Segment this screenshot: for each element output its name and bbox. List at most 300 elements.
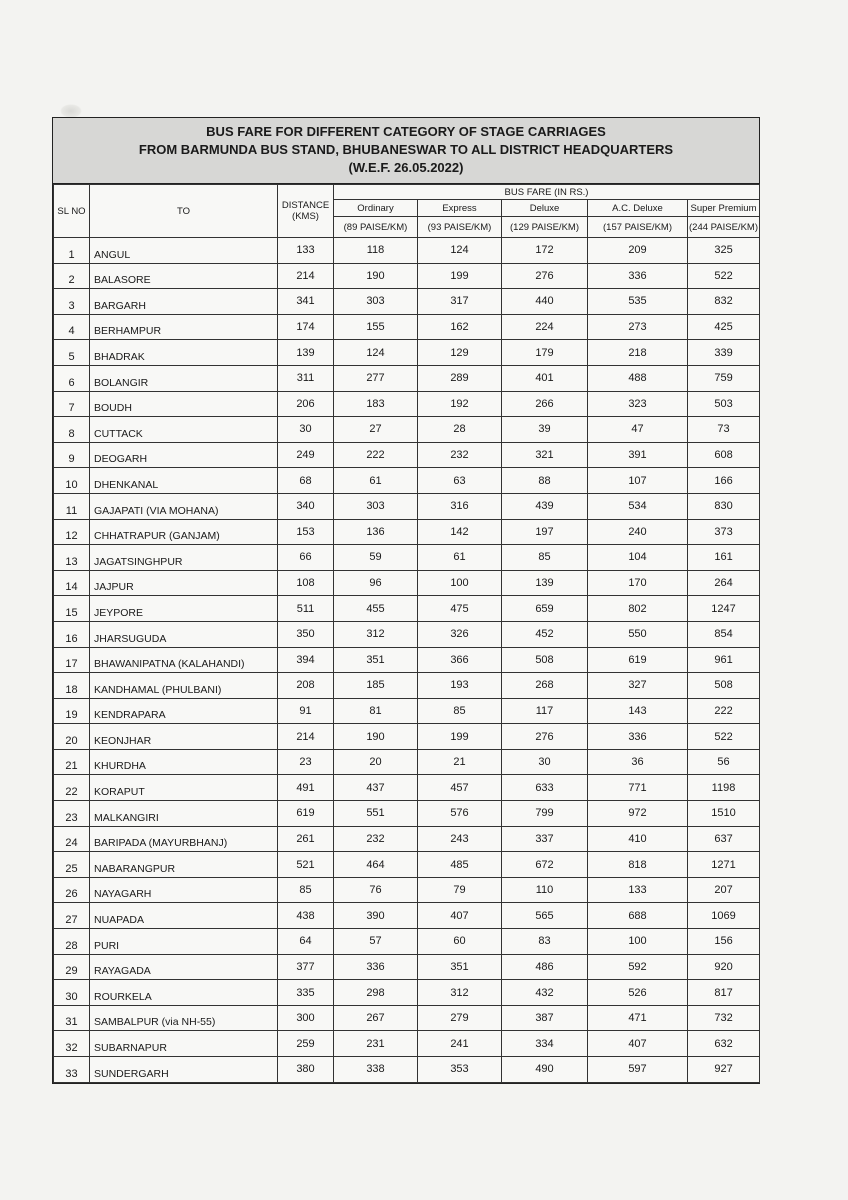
cell-destination: PURI	[90, 929, 278, 955]
cell-fare-express: 192	[418, 391, 502, 417]
header-distance-unit: (KMS)	[292, 211, 319, 222]
cell-sl-no: 26	[54, 877, 90, 903]
cell-fare-express: 576	[418, 801, 502, 827]
fare-table-body	[54, 238, 760, 1083]
cell-fare-ordinary: 190	[334, 263, 418, 289]
cell-fare-ac-deluxe: 47	[588, 417, 688, 443]
table-row	[54, 365, 760, 391]
cell-distance: 208	[278, 673, 334, 699]
title-line-3: (W.E.F. 26.05.2022)	[348, 160, 464, 175]
cell-fare-ordinary: 96	[334, 570, 418, 596]
cell-destination: NABARANGPUR	[90, 852, 278, 878]
cell-fare-express: 353	[418, 1057, 502, 1083]
cell-fare-deluxe: 387	[502, 1005, 588, 1031]
cell-fare-deluxe: 276	[502, 263, 588, 289]
cell-distance: 340	[278, 493, 334, 519]
cell-fare-express: 85	[418, 698, 502, 724]
table-row	[54, 647, 760, 673]
cell-distance: 108	[278, 570, 334, 596]
cell-fare-ac-deluxe: 218	[588, 340, 688, 366]
cell-fare-ac-deluxe: 327	[588, 673, 688, 699]
cell-sl-no: 1	[54, 238, 90, 264]
table-row	[54, 1005, 760, 1031]
cell-fare-ac-deluxe: 818	[588, 852, 688, 878]
cell-destination: BARIPADA (MAYURBHANJ)	[90, 826, 278, 852]
cell-destination: CUTTACK	[90, 417, 278, 443]
cell-fare-ac-deluxe: 535	[588, 289, 688, 315]
cell-destination: BOLANGIR	[90, 365, 278, 391]
cell-fare-deluxe: 83	[502, 929, 588, 955]
cell-fare-super-premium: 56	[688, 749, 760, 775]
cell-fare-ac-deluxe: 410	[588, 826, 688, 852]
cell-fare-super-premium: 920	[688, 954, 760, 980]
cell-fare-super-premium: 1198	[688, 775, 760, 801]
cell-fare-super-premium: 1271	[688, 852, 760, 878]
cell-fare-express: 366	[418, 647, 502, 673]
cell-sl-no: 15	[54, 596, 90, 622]
cell-fare-super-premium: 854	[688, 621, 760, 647]
cell-fare-ordinary: 61	[334, 468, 418, 494]
cell-fare-ordinary: 20	[334, 749, 418, 775]
header-to: TO	[90, 185, 278, 238]
cell-sl-no: 32	[54, 1031, 90, 1057]
cell-fare-super-premium: 632	[688, 1031, 760, 1057]
cell-fare-deluxe: 508	[502, 647, 588, 673]
cell-fare-deluxe: 266	[502, 391, 588, 417]
table-row	[54, 852, 760, 878]
cell-destination: RAYAGADA	[90, 954, 278, 980]
cell-fare-deluxe: 440	[502, 289, 588, 315]
cell-destination: ANGUL	[90, 238, 278, 264]
cell-fare-ordinary: 124	[334, 340, 418, 366]
cell-fare-ordinary: 351	[334, 647, 418, 673]
table-row	[54, 391, 760, 417]
cell-fare-ac-deluxe: 534	[588, 493, 688, 519]
cell-fare-express: 79	[418, 877, 502, 903]
table-row	[54, 826, 760, 852]
cell-fare-express: 142	[418, 519, 502, 545]
header-bus-fare: BUS FARE (IN RS.)	[334, 185, 760, 200]
cell-fare-ordinary: 312	[334, 621, 418, 647]
cell-fare-ordinary: 57	[334, 929, 418, 955]
cell-sl-no: 23	[54, 801, 90, 827]
cell-fare-express: 60	[418, 929, 502, 955]
fare-chart-document	[52, 117, 760, 1084]
cell-destination: JAGATSINGHPUR	[90, 545, 278, 571]
cell-fare-ordinary: 303	[334, 289, 418, 315]
cell-distance: 377	[278, 954, 334, 980]
cell-destination: CHHATRAPUR (GANJAM)	[90, 519, 278, 545]
cell-fare-deluxe: 334	[502, 1031, 588, 1057]
cell-fare-express: 317	[418, 289, 502, 315]
cell-fare-ordinary: 267	[334, 1005, 418, 1031]
cell-fare-ordinary: 437	[334, 775, 418, 801]
cell-fare-ac-deluxe: 592	[588, 954, 688, 980]
cell-fare-super-premium: 373	[688, 519, 760, 545]
cell-destination: SAMBALPUR (via NH-55)	[90, 1005, 278, 1031]
cell-distance: 206	[278, 391, 334, 417]
cell-destination: KHURDHA	[90, 749, 278, 775]
header-rate-deluxe: (129 PAISE/KM)	[502, 217, 588, 238]
cell-destination: DHENKANAL	[90, 468, 278, 494]
cell-fare-deluxe: 88	[502, 468, 588, 494]
table-row	[54, 954, 760, 980]
cell-destination: KORAPUT	[90, 775, 278, 801]
title-line-2: FROM BARMUNDA BUS STAND, BHUBANESWAR TO ALL DISTRICT HEADQUARTERS	[138, 142, 674, 157]
cell-distance: 85	[278, 877, 334, 903]
cell-fare-ordinary: 232	[334, 826, 418, 852]
cell-fare-super-premium: 325	[688, 238, 760, 264]
cell-fare-super-premium: 608	[688, 442, 760, 468]
cell-fare-super-premium: 207	[688, 877, 760, 903]
cell-distance: 311	[278, 365, 334, 391]
cell-sl-no: 30	[54, 980, 90, 1006]
cell-fare-ordinary: 76	[334, 877, 418, 903]
cell-fare-ac-deluxe: 688	[588, 903, 688, 929]
cell-destination: KENDRAPARA	[90, 698, 278, 724]
cell-fare-super-premium: 759	[688, 365, 760, 391]
fare-table	[53, 184, 760, 1083]
cell-fare-super-premium: 832	[688, 289, 760, 315]
cell-fare-deluxe: 486	[502, 954, 588, 980]
header-rate-super-premium: (244 PAISE/KM)	[688, 217, 760, 238]
cell-distance: 133	[278, 238, 334, 264]
cell-fare-super-premium: 1510	[688, 801, 760, 827]
cell-destination: BARGARH	[90, 289, 278, 315]
table-row	[54, 1057, 760, 1083]
cell-distance: 23	[278, 749, 334, 775]
cell-fare-ordinary: 185	[334, 673, 418, 699]
cell-fare-express: 351	[418, 954, 502, 980]
cell-fare-express: 100	[418, 570, 502, 596]
table-row	[54, 698, 760, 724]
cell-fare-deluxe: 565	[502, 903, 588, 929]
cell-fare-ordinary: 551	[334, 801, 418, 827]
cell-fare-deluxe: 452	[502, 621, 588, 647]
header-category-super-premium: Super Premium	[688, 200, 760, 217]
table-row	[54, 596, 760, 622]
header-distance-label: DISTANCE	[281, 200, 330, 211]
cell-fare-ac-deluxe: 104	[588, 545, 688, 571]
cell-sl-no: 25	[54, 852, 90, 878]
cell-fare-deluxe: 672	[502, 852, 588, 878]
cell-fare-ac-deluxe: 619	[588, 647, 688, 673]
cell-fare-deluxe: 85	[502, 545, 588, 571]
cell-fare-deluxe: 321	[502, 442, 588, 468]
cell-distance: 214	[278, 724, 334, 750]
cell-fare-deluxe: 224	[502, 314, 588, 340]
cell-fare-ac-deluxe: 240	[588, 519, 688, 545]
cell-fare-super-premium: 156	[688, 929, 760, 955]
cell-distance: 491	[278, 775, 334, 801]
cell-fare-super-premium: 339	[688, 340, 760, 366]
cell-fare-ac-deluxe: 526	[588, 980, 688, 1006]
cell-sl-no: 29	[54, 954, 90, 980]
cell-destination: KANDHAMAL (PHULBANI)	[90, 673, 278, 699]
cell-fare-ac-deluxe: 336	[588, 263, 688, 289]
cell-fare-express: 312	[418, 980, 502, 1006]
cell-destination: SUNDERGARH	[90, 1057, 278, 1083]
cell-fare-ac-deluxe: 143	[588, 698, 688, 724]
cell-fare-express: 162	[418, 314, 502, 340]
cell-distance: 521	[278, 852, 334, 878]
header-category-deluxe: Deluxe	[502, 200, 588, 217]
cell-fare-deluxe: 117	[502, 698, 588, 724]
cell-fare-express: 61	[418, 545, 502, 571]
cell-sl-no: 31	[54, 1005, 90, 1031]
punch-hole-mark	[60, 104, 82, 118]
cell-fare-super-premium: 522	[688, 724, 760, 750]
cell-distance: 438	[278, 903, 334, 929]
cell-fare-express: 326	[418, 621, 502, 647]
cell-sl-no: 19	[54, 698, 90, 724]
cell-distance: 68	[278, 468, 334, 494]
cell-fare-express: 21	[418, 749, 502, 775]
cell-sl-no: 33	[54, 1057, 90, 1083]
cell-sl-no: 21	[54, 749, 90, 775]
cell-fare-express: 28	[418, 417, 502, 443]
cell-fare-super-premium: 1247	[688, 596, 760, 622]
cell-fare-express: 407	[418, 903, 502, 929]
cell-distance: 64	[278, 929, 334, 955]
cell-fare-deluxe: 799	[502, 801, 588, 827]
cell-fare-express: 457	[418, 775, 502, 801]
cell-fare-express: 279	[418, 1005, 502, 1031]
cell-sl-no: 28	[54, 929, 90, 955]
table-row	[54, 749, 760, 775]
cell-sl-no: 5	[54, 340, 90, 366]
cell-fare-express: 129	[418, 340, 502, 366]
cell-fare-deluxe: 276	[502, 724, 588, 750]
table-row	[54, 980, 760, 1006]
table-row	[54, 1031, 760, 1057]
cell-fare-deluxe: 172	[502, 238, 588, 264]
cell-sl-no: 22	[54, 775, 90, 801]
cell-destination: BERHAMPUR	[90, 314, 278, 340]
cell-distance: 259	[278, 1031, 334, 1057]
cell-distance: 249	[278, 442, 334, 468]
cell-fare-super-premium: 1069	[688, 903, 760, 929]
cell-fare-ac-deluxe: 323	[588, 391, 688, 417]
table-row	[54, 238, 760, 264]
table-row	[54, 519, 760, 545]
header-category-ordinary: Ordinary	[334, 200, 418, 217]
cell-fare-ac-deluxe: 407	[588, 1031, 688, 1057]
cell-fare-express: 316	[418, 493, 502, 519]
cell-fare-super-premium: 961	[688, 647, 760, 673]
cell-fare-ac-deluxe: 550	[588, 621, 688, 647]
cell-sl-no: 18	[54, 673, 90, 699]
cell-fare-ac-deluxe: 972	[588, 801, 688, 827]
cell-destination: JAJPUR	[90, 570, 278, 596]
table-row	[54, 340, 760, 366]
header-rate-ac-deluxe: (157 PAISE/KM)	[588, 217, 688, 238]
cell-fare-super-premium: 161	[688, 545, 760, 571]
table-row	[54, 289, 760, 315]
cell-distance: 394	[278, 647, 334, 673]
cell-fare-express: 63	[418, 468, 502, 494]
cell-fare-ordinary: 27	[334, 417, 418, 443]
cell-fare-ordinary: 338	[334, 1057, 418, 1083]
cell-fare-ordinary: 59	[334, 545, 418, 571]
cell-fare-ordinary: 464	[334, 852, 418, 878]
cell-destination: BHADRAK	[90, 340, 278, 366]
cell-distance: 380	[278, 1057, 334, 1083]
cell-destination: GAJAPATI (VIA MOHANA)	[90, 493, 278, 519]
cell-fare-ac-deluxe: 771	[588, 775, 688, 801]
cell-sl-no: 12	[54, 519, 90, 545]
cell-destination: NAYAGARH	[90, 877, 278, 903]
cell-fare-deluxe: 432	[502, 980, 588, 1006]
table-row	[54, 877, 760, 903]
cell-fare-super-premium: 817	[688, 980, 760, 1006]
cell-fare-ac-deluxe: 597	[588, 1057, 688, 1083]
cell-destination: ROURKELA	[90, 980, 278, 1006]
cell-fare-express: 485	[418, 852, 502, 878]
cell-fare-deluxe: 39	[502, 417, 588, 443]
cell-fare-express: 199	[418, 724, 502, 750]
table-row	[54, 801, 760, 827]
cell-fare-super-premium: 732	[688, 1005, 760, 1031]
cell-fare-deluxe: 490	[502, 1057, 588, 1083]
table-row	[54, 903, 760, 929]
cell-fare-express: 243	[418, 826, 502, 852]
cell-fare-super-premium: 166	[688, 468, 760, 494]
cell-fare-ac-deluxe: 802	[588, 596, 688, 622]
cell-fare-ordinary: 190	[334, 724, 418, 750]
cell-fare-deluxe: 179	[502, 340, 588, 366]
cell-sl-no: 17	[54, 647, 90, 673]
cell-destination: KEONJHAR	[90, 724, 278, 750]
cell-distance: 30	[278, 417, 334, 443]
cell-fare-super-premium: 264	[688, 570, 760, 596]
cell-sl-no: 13	[54, 545, 90, 571]
header-category-express: Express	[418, 200, 502, 217]
cell-destination: JEYPORE	[90, 596, 278, 622]
cell-sl-no: 11	[54, 493, 90, 519]
cell-destination: MALKANGIRI	[90, 801, 278, 827]
cell-fare-ordinary: 155	[334, 314, 418, 340]
cell-distance: 153	[278, 519, 334, 545]
cell-fare-express: 199	[418, 263, 502, 289]
cell-fare-ac-deluxe: 391	[588, 442, 688, 468]
table-row	[54, 621, 760, 647]
cell-sl-no: 9	[54, 442, 90, 468]
cell-destination: SUBARNAPUR	[90, 1031, 278, 1057]
cell-distance: 261	[278, 826, 334, 852]
cell-fare-super-premium: 522	[688, 263, 760, 289]
cell-destination: BHAWANIPATNA (KALAHANDI)	[90, 647, 278, 673]
cell-distance: 66	[278, 545, 334, 571]
cell-fare-ac-deluxe: 36	[588, 749, 688, 775]
cell-sl-no: 4	[54, 314, 90, 340]
cell-fare-deluxe: 659	[502, 596, 588, 622]
cell-distance: 214	[278, 263, 334, 289]
cell-fare-ordinary: 183	[334, 391, 418, 417]
cell-fare-ac-deluxe: 133	[588, 877, 688, 903]
cell-sl-no: 24	[54, 826, 90, 852]
header-rate-ordinary: (89 PAISE/KM)	[334, 217, 418, 238]
cell-sl-no: 8	[54, 417, 90, 443]
table-row	[54, 417, 760, 443]
cell-fare-ac-deluxe: 336	[588, 724, 688, 750]
cell-fare-ordinary: 136	[334, 519, 418, 545]
cell-distance: 174	[278, 314, 334, 340]
cell-fare-deluxe: 268	[502, 673, 588, 699]
cell-fare-ac-deluxe: 107	[588, 468, 688, 494]
cell-fare-ordinary: 303	[334, 493, 418, 519]
cell-fare-deluxe: 30	[502, 749, 588, 775]
cell-fare-express: 475	[418, 596, 502, 622]
cell-fare-ordinary: 277	[334, 365, 418, 391]
cell-fare-super-premium: 508	[688, 673, 760, 699]
document-title	[53, 118, 759, 184]
cell-sl-no: 6	[54, 365, 90, 391]
table-row	[54, 468, 760, 494]
cell-sl-no: 7	[54, 391, 90, 417]
header-category-ac-deluxe: A.C. Deluxe	[588, 200, 688, 217]
cell-distance: 341	[278, 289, 334, 315]
cell-destination: JHARSUGUDA	[90, 621, 278, 647]
cell-fare-ordinary: 390	[334, 903, 418, 929]
table-row	[54, 929, 760, 955]
cell-sl-no: 10	[54, 468, 90, 494]
cell-fare-express: 193	[418, 673, 502, 699]
cell-fare-deluxe: 439	[502, 493, 588, 519]
cell-fare-ordinary: 81	[334, 698, 418, 724]
cell-fare-ordinary: 118	[334, 238, 418, 264]
cell-fare-super-premium: 222	[688, 698, 760, 724]
cell-destination: BOUDH	[90, 391, 278, 417]
table-row	[54, 673, 760, 699]
cell-fare-super-premium: 503	[688, 391, 760, 417]
cell-fare-ordinary: 336	[334, 954, 418, 980]
cell-fare-express: 241	[418, 1031, 502, 1057]
cell-distance: 350	[278, 621, 334, 647]
cell-fare-ordinary: 455	[334, 596, 418, 622]
table-row	[54, 263, 760, 289]
cell-destination: NUAPADA	[90, 903, 278, 929]
table-row	[54, 724, 760, 750]
cell-sl-no: 2	[54, 263, 90, 289]
table-row	[54, 493, 760, 519]
table-row	[54, 545, 760, 571]
cell-fare-express: 124	[418, 238, 502, 264]
cell-sl-no: 14	[54, 570, 90, 596]
title-line-1: BUS FARE FOR DIFFERENT CATEGORY OF STAGE CARRIAGES	[206, 124, 606, 139]
table-row	[54, 314, 760, 340]
cell-fare-ac-deluxe: 209	[588, 238, 688, 264]
cell-fare-ordinary: 222	[334, 442, 418, 468]
cell-fare-deluxe: 197	[502, 519, 588, 545]
cell-destination: BALASORE	[90, 263, 278, 289]
table-row	[54, 442, 760, 468]
cell-fare-ordinary: 231	[334, 1031, 418, 1057]
cell-fare-ac-deluxe: 273	[588, 314, 688, 340]
cell-fare-express: 232	[418, 442, 502, 468]
cell-distance: 619	[278, 801, 334, 827]
cell-fare-deluxe: 401	[502, 365, 588, 391]
cell-distance: 139	[278, 340, 334, 366]
cell-sl-no: 16	[54, 621, 90, 647]
cell-fare-deluxe: 337	[502, 826, 588, 852]
cell-sl-no: 27	[54, 903, 90, 929]
cell-fare-super-premium: 927	[688, 1057, 760, 1083]
cell-fare-ac-deluxe: 471	[588, 1005, 688, 1031]
header-distance	[278, 185, 334, 238]
cell-distance: 335	[278, 980, 334, 1006]
cell-fare-ac-deluxe: 488	[588, 365, 688, 391]
